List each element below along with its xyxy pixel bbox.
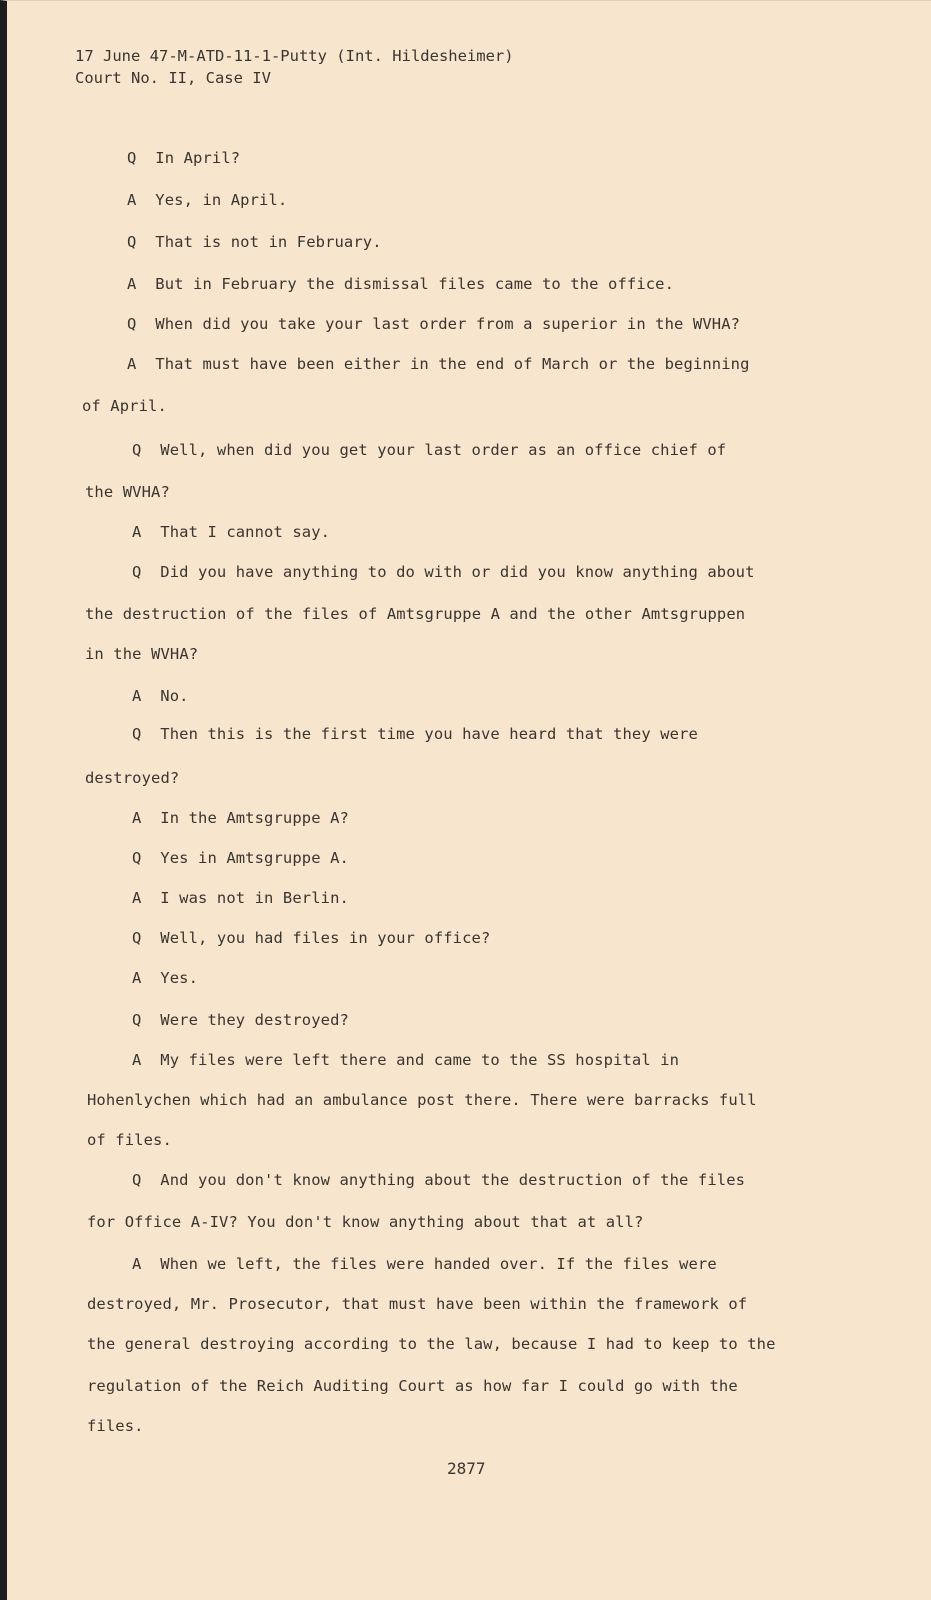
transcript-line: Q Well, when did you get your last order as an office chief of — [132, 441, 727, 459]
transcript-line: the destruction of the files of Amtsgruppe A and the other Amtsgruppen — [85, 605, 746, 623]
transcript-line: for Office A-IV? You don't know anything about that at all? — [87, 1213, 644, 1231]
transcript-line: of April. — [82, 397, 167, 415]
transcript-line: A My files were left there and came to the SS hospital in — [132, 1051, 680, 1069]
transcript-line: A But in February the dismissal files came to the office. — [127, 275, 675, 293]
transcript-line: Q And you don't know anything about the destruction of the files — [132, 1171, 746, 1189]
transcript-line: in the WVHA? — [85, 645, 199, 663]
transcript-line: A When we left, the files were handed over. If the files were — [132, 1255, 717, 1273]
transcript-line: of files. — [87, 1131, 172, 1149]
transcript-line: A In the Amtsgruppe A? — [132, 809, 349, 827]
transcript-line: Q Then this is the first time you have heard that they were — [132, 725, 698, 743]
transcript-line: A I was not in Berlin. — [132, 889, 349, 907]
transcript-line: regulation of the Reich Auditing Court as how far I could go with the — [87, 1377, 738, 1395]
transcript-line: destroyed, Mr. Prosecutor, that must have been within the framework of — [87, 1295, 748, 1313]
transcript-line: A Yes. — [132, 969, 199, 987]
transcript-line: Hohenlychen which had an ambulance post there. There were barracks full — [87, 1091, 757, 1109]
transcript-line: Q Did you have anything to do with or did you know anything about — [132, 563, 755, 581]
transcript-line: files. — [87, 1417, 144, 1435]
transcript-line: A That I cannot say. — [132, 523, 331, 541]
transcript-line: Q Well, you had files in your office? — [132, 929, 491, 947]
transcript-body — [7, 1, 931, 1600]
header-line-1: 17 June 47-M-ATD-11-1-Putty (Int. Hildesheimer) — [75, 47, 514, 65]
transcript-line: the general destroying according to the law, because I had to keep to the — [87, 1335, 776, 1353]
page-number: 2877 — [447, 1459, 486, 1478]
transcript-line: A Yes, in April. — [127, 191, 288, 209]
transcript-line: Q Were they destroyed? — [132, 1011, 349, 1029]
transcript-line: destroyed? — [85, 769, 180, 787]
transcript-line: Q That is not in February. — [127, 233, 382, 251]
transcript-line: Q Yes in Amtsgruppe A. — [132, 849, 349, 867]
transcript-line: A No. — [132, 687, 189, 705]
transcript-line: A That must have been either in the end of March or the beginning — [127, 355, 750, 373]
header-line-2: Court No. II, Case IV — [75, 69, 271, 87]
transcript-line: the WVHA? — [85, 483, 170, 501]
transcript-line: Q When did you take your last order from a superior in the WVHA? — [127, 315, 741, 333]
transcript-line: Q In April? — [127, 149, 241, 167]
